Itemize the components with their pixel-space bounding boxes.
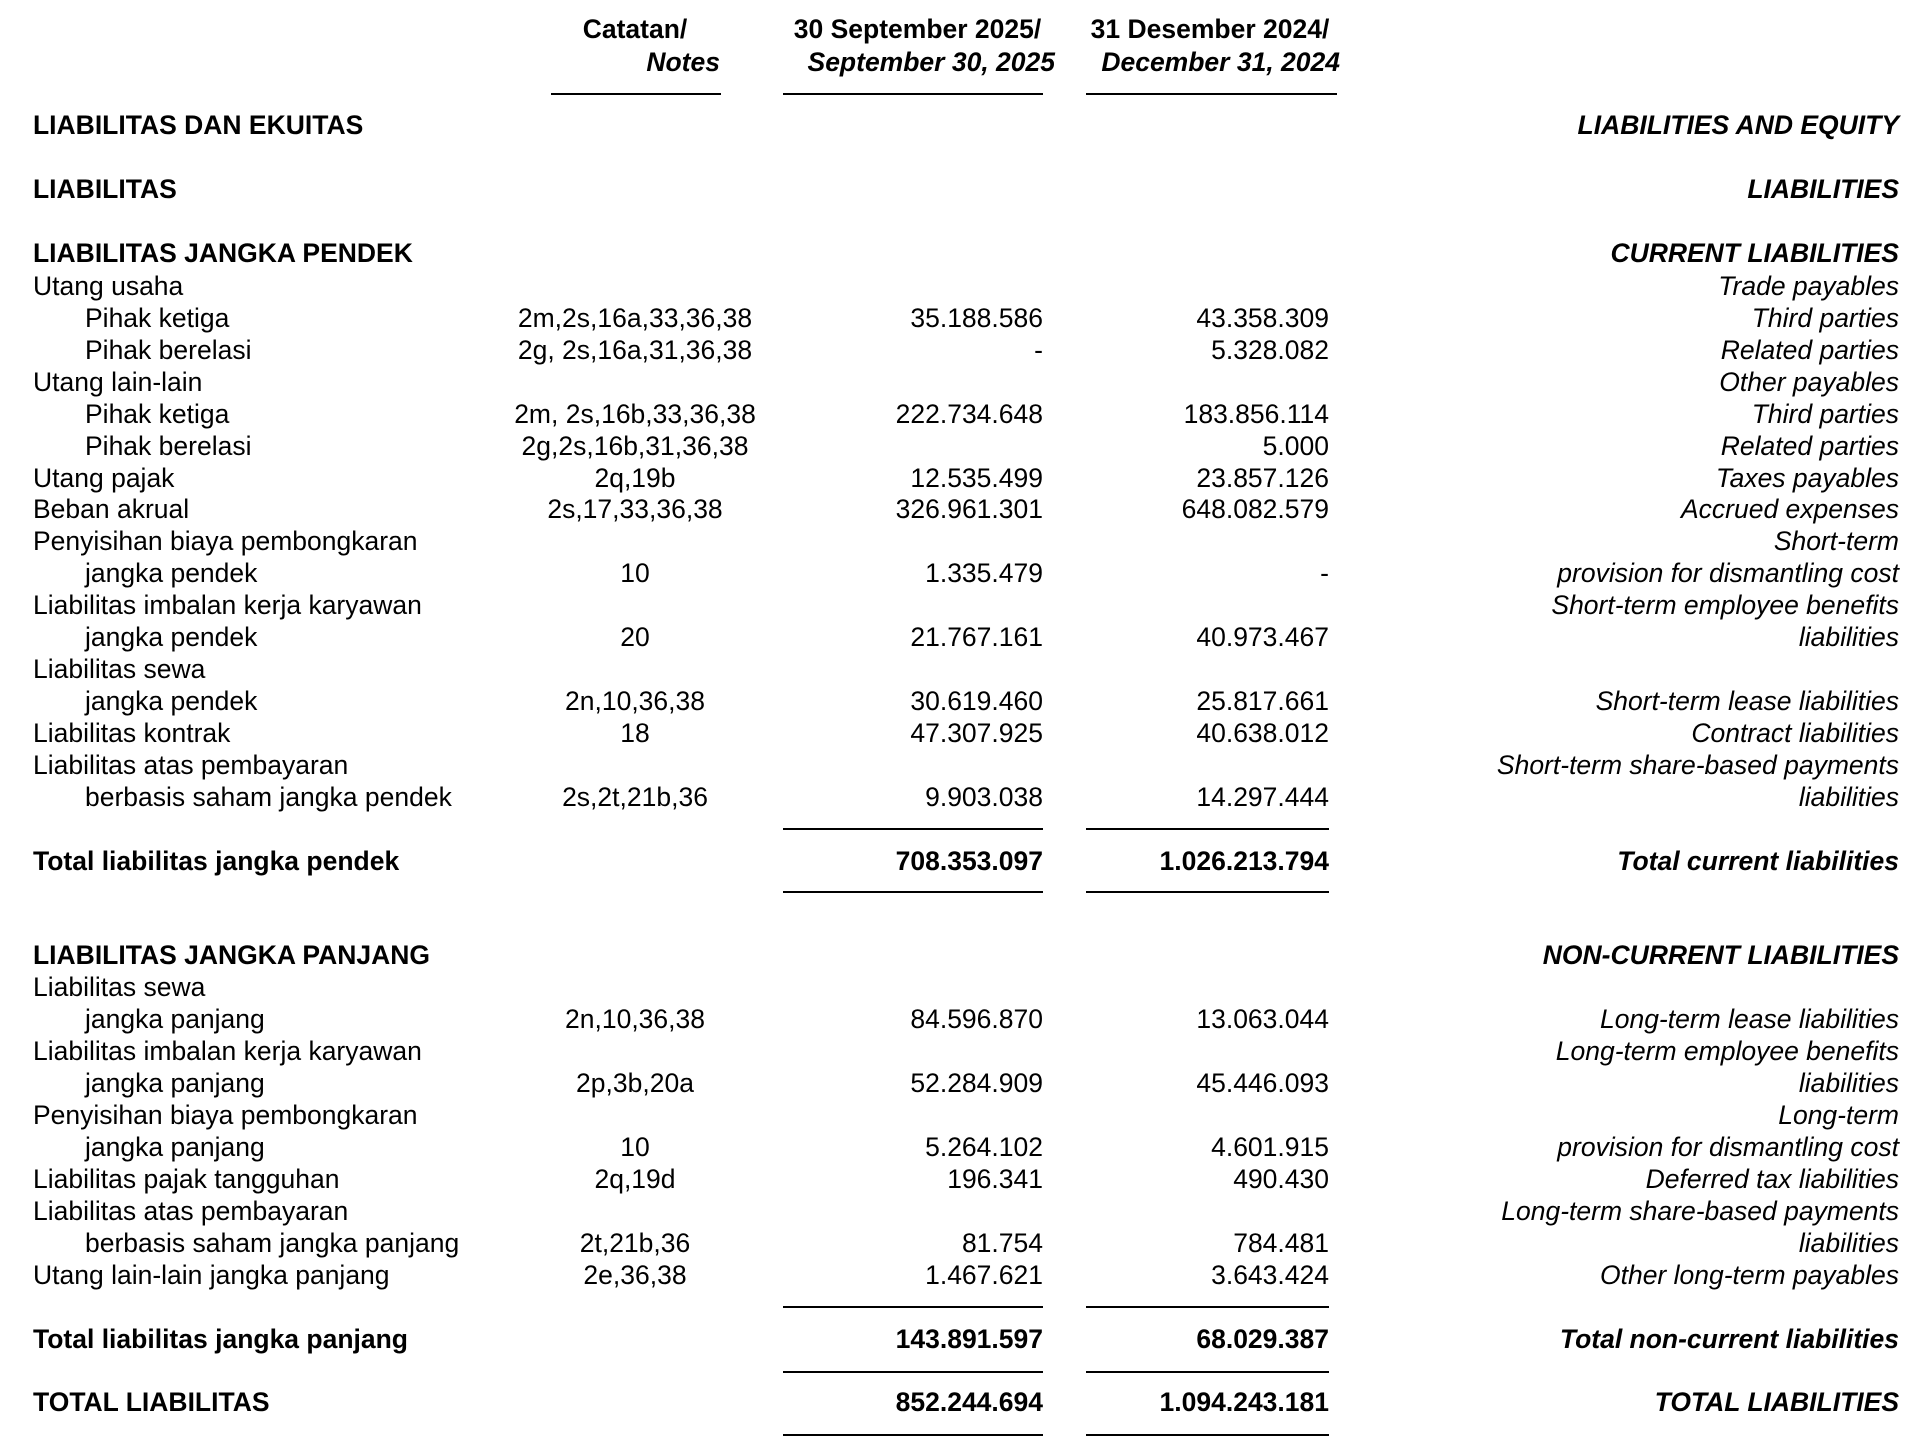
notes-ref: 2t,21b,36 <box>579 1228 691 1258</box>
notes-ref: 2p,3b,20a <box>576 1068 694 1098</box>
value-2025: 222.734.648 <box>895 399 1043 429</box>
label-id: LIABILITAS JANGKA PENDEK <box>33 238 413 268</box>
table-row <box>0 1131 1920 1163</box>
value-2025: 1.335.479 <box>925 558 1043 588</box>
notes-header-underline <box>551 93 721 95</box>
value-2024: 3.643.424 <box>1211 1260 1329 1290</box>
table-row <box>0 1259 1920 1291</box>
table-row <box>0 845 1920 877</box>
table-row <box>0 589 1920 621</box>
label-id: berbasis saham jangka panjang <box>85 1228 460 1258</box>
label-en: Related parties <box>1720 431 1899 461</box>
table-row <box>0 717 1920 749</box>
value-2024: 14.297.444 <box>1196 782 1329 812</box>
table-row <box>0 398 1920 430</box>
label-en: provision for dismantling cost <box>1557 1132 1899 1162</box>
label-en: Short-term lease liabilities <box>1595 686 1899 716</box>
period-2024-header-underline <box>1086 93 1337 95</box>
notes-header-id: Catatan/ <box>582 14 688 44</box>
table-row <box>0 1163 1920 1195</box>
label-id: jangka panjang <box>85 1132 265 1162</box>
value-2024: 490.430 <box>1233 1164 1329 1194</box>
table-row <box>0 525 1920 557</box>
label-id: jangka panjang <box>85 1004 265 1034</box>
value-2024: 648.082.579 <box>1181 494 1329 524</box>
label-en: CURRENT LIABILITIES <box>1610 238 1899 268</box>
label-en: Other long-term payables <box>1599 1260 1899 1290</box>
value-2024: - <box>1320 558 1329 588</box>
label-en: Third parties <box>1751 303 1899 333</box>
label-en: liabilities <box>1798 622 1899 652</box>
notes-ref: 2m,2s,16a,33,36,38 <box>517 303 753 333</box>
label-id: Penyisihan biaya pembongkaran <box>33 1100 418 1130</box>
table-row <box>0 621 1920 653</box>
label-en: Long-term employee benefits <box>1555 1036 1899 1066</box>
label-id: Liabilitas kontrak <box>33 718 231 748</box>
table-row <box>0 971 1920 1003</box>
label-id: Utang lain-lain jangka panjang <box>33 1260 390 1290</box>
label-id: jangka pendek <box>85 558 258 588</box>
label-id: Pihak berelasi <box>85 431 252 461</box>
notes-ref: 20 <box>620 622 650 652</box>
value-2024: 23.857.126 <box>1196 463 1329 493</box>
label-en: Total non-current liabilities <box>1559 1324 1899 1354</box>
value-2025: 81.754 <box>961 1228 1043 1258</box>
label-id: LIABILITAS JANGKA PANJANG <box>33 940 431 970</box>
label-en: Other payables <box>1719 367 1899 397</box>
value-2025: 852.244.694 <box>895 1387 1043 1417</box>
table-row <box>0 493 1920 525</box>
notes-ref: 2g, 2s,16a,31,36,38 <box>517 335 753 365</box>
value-2024: 43.358.309 <box>1196 303 1329 333</box>
notes-ref: 2q,19d <box>594 1164 676 1194</box>
period-2024-column-header <box>1080 13 1340 79</box>
label-en: Short-term <box>1773 526 1899 556</box>
label-en: liabilities <box>1798 1068 1899 1098</box>
label-id: Liabilitas atas pembayaran <box>33 750 349 780</box>
notes-ref: 2m, 2s,16b,33,36,38 <box>514 399 756 429</box>
current-total-rule-bottom-2025 <box>783 891 1043 893</box>
label-id: Liabilitas sewa <box>33 972 206 1002</box>
label-id: Pihak berelasi <box>85 335 252 365</box>
label-id: Pihak ketiga <box>85 399 230 429</box>
value-2025: 21.767.161 <box>910 622 1043 652</box>
label-id: Total liabilitas jangka panjang <box>33 1324 408 1354</box>
notes-ref: 2q,19b <box>594 463 676 493</box>
label-en: Taxes payables <box>1715 463 1899 493</box>
period-2025-column-header <box>780 13 1055 79</box>
table-row <box>0 749 1920 781</box>
table-row <box>0 557 1920 589</box>
label-en: Short-term share-based payments <box>1496 750 1899 780</box>
value-2025: 84.596.870 <box>910 1004 1043 1034</box>
table-row <box>0 366 1920 398</box>
noncurrent-total-rule-top-2024 <box>1086 1306 1329 1308</box>
label-en: liabilities <box>1798 1228 1899 1258</box>
label-id: berbasis saham jangka pendek <box>85 782 452 812</box>
grand-total-rule-top-2025 <box>783 1371 1043 1373</box>
current-total-rule-top-2025 <box>783 828 1043 830</box>
label-en: liabilities <box>1798 782 1899 812</box>
label-id: Beban akrual <box>33 494 190 524</box>
value-2024: 183.856.114 <box>1183 399 1329 429</box>
label-id: Pihak ketiga <box>85 303 230 333</box>
value-2024: 1.094.243.181 <box>1159 1387 1329 1417</box>
table-row <box>0 1227 1920 1259</box>
table-row <box>0 1323 1920 1355</box>
label-en: Accrued expenses <box>1680 494 1899 524</box>
table-row <box>0 1386 1920 1418</box>
table-row <box>0 173 1920 205</box>
grand-total-rule-bottom-2024 <box>1086 1434 1329 1436</box>
label-id: Utang pajak <box>33 463 175 493</box>
table-row <box>0 334 1920 366</box>
label-en: Trade payables <box>1718 271 1899 301</box>
value-2024: 1.026.213.794 <box>1159 846 1329 876</box>
notes-ref: 2s,17,33,36,38 <box>547 494 723 524</box>
notes-ref: 2g,2s,16b,31,36,38 <box>521 431 749 461</box>
period-2024-header-en: December 31, 2024 <box>1101 47 1340 77</box>
period-2025-header-underline <box>783 93 1043 95</box>
value-2024: 25.817.661 <box>1196 686 1329 716</box>
value-2025: 326.961.301 <box>895 494 1043 524</box>
table-row <box>0 653 1920 685</box>
table-row <box>0 430 1920 462</box>
label-en: NON-CURRENT LIABILITIES <box>1542 940 1899 970</box>
value-2024: 4.601.915 <box>1211 1132 1329 1162</box>
value-2025: 1.467.621 <box>925 1260 1043 1290</box>
label-id: Liabilitas pajak tangguhan <box>33 1164 340 1194</box>
value-2025: - <box>1034 335 1043 365</box>
table-row <box>0 237 1920 269</box>
value-2025: 708.353.097 <box>895 846 1043 876</box>
value-2025: 12.535.499 <box>910 463 1043 493</box>
label-en: LIABILITIES AND EQUITY <box>1577 110 1899 140</box>
label-id: TOTAL LIABILITAS <box>33 1387 270 1417</box>
value-2025: 35.188.586 <box>910 303 1043 333</box>
value-2025: 143.891.597 <box>895 1324 1043 1354</box>
table-row <box>0 270 1920 302</box>
label-en: Contract liabilities <box>1691 718 1899 748</box>
label-en: Long-term <box>1778 1100 1899 1130</box>
label-id: jangka pendek <box>85 686 258 716</box>
value-2025: 9.903.038 <box>925 782 1043 812</box>
value-2025: 47.307.925 <box>910 718 1043 748</box>
table-row <box>0 1067 1920 1099</box>
grand-total-rule-bottom-2025 <box>783 1434 1043 1436</box>
label-id: Liabilitas atas pembayaran <box>33 1196 349 1226</box>
table-row <box>0 302 1920 334</box>
notes-ref: 2e,36,38 <box>583 1260 687 1290</box>
notes-ref: 10 <box>620 558 650 588</box>
grand-total-rule-top-2024 <box>1086 1371 1329 1373</box>
notes-ref: 2n,10,36,38 <box>565 686 705 716</box>
current-total-rule-bottom-2024 <box>1086 891 1329 893</box>
value-2025: 52.284.909 <box>910 1068 1043 1098</box>
noncurrent-total-rule-top-2025 <box>783 1306 1043 1308</box>
label-id: Liabilitas imbalan kerja karyawan <box>33 590 422 620</box>
label-en: Short-term employee benefits <box>1551 590 1899 620</box>
value-2024: 45.446.093 <box>1196 1068 1329 1098</box>
value-2024: 40.638.012 <box>1196 718 1329 748</box>
table-row <box>0 781 1920 813</box>
label-id: LIABILITAS DAN EKUITAS <box>33 110 364 140</box>
value-2025: 5.264.102 <box>925 1132 1043 1162</box>
label-en: LIABILITIES <box>1747 174 1899 204</box>
label-id: Total liabilitas jangka pendek <box>33 846 400 876</box>
label-id: jangka panjang <box>85 1068 265 1098</box>
current-total-rule-top-2024 <box>1086 828 1329 830</box>
table-row <box>0 939 1920 971</box>
period-2025-header-en: September 30, 2025 <box>807 47 1055 77</box>
label-id: LIABILITAS <box>33 174 177 204</box>
label-id: Penyisihan biaya pembongkaran <box>33 526 418 556</box>
label-en: Long-term lease liabilities <box>1599 1004 1899 1034</box>
label-en: Related parties <box>1720 335 1899 365</box>
table-row <box>0 1195 1920 1227</box>
value-2024: 784.481 <box>1233 1228 1329 1258</box>
table-row <box>0 1099 1920 1131</box>
label-en: Total current liabilities <box>1617 846 1899 876</box>
table-row <box>0 1003 1920 1035</box>
value-2024: 68.029.387 <box>1196 1324 1329 1354</box>
value-2024: 5.328.082 <box>1211 335 1329 365</box>
notes-ref: 2n,10,36,38 <box>565 1004 705 1034</box>
label-en: Third parties <box>1751 399 1899 429</box>
notes-ref: 2s,2t,21b,36 <box>562 782 708 812</box>
notes-column-header <box>550 13 720 79</box>
table-row <box>0 462 1920 494</box>
label-en: TOTAL LIABILITIES <box>1654 1387 1899 1417</box>
label-en: Deferred tax liabilities <box>1645 1164 1899 1194</box>
label-id: Liabilitas imbalan kerja karyawan <box>33 1036 422 1066</box>
period-2024-header-id: 31 Desember 2024/ <box>1090 14 1330 44</box>
notes-header-en: Notes <box>646 47 720 77</box>
table-row <box>0 685 1920 717</box>
label-en: Long-term share-based payments <box>1501 1196 1899 1226</box>
value-2025: 196.341 <box>947 1164 1043 1194</box>
period-2025-header-id: 30 September 2025/ <box>793 14 1042 44</box>
notes-ref: 18 <box>620 718 650 748</box>
value-2025: 30.619.460 <box>910 686 1043 716</box>
value-2024: 13.063.044 <box>1196 1004 1329 1034</box>
label-id: Utang usaha <box>33 271 184 301</box>
label-id: Liabilitas sewa <box>33 654 206 684</box>
value-2024: 40.973.467 <box>1196 622 1329 652</box>
label-en: provision for dismantling cost <box>1557 558 1899 588</box>
label-id: jangka pendek <box>85 622 258 652</box>
label-id: Utang lain-lain <box>33 367 203 397</box>
value-2024: 5.000 <box>1262 431 1329 461</box>
table-row <box>0 109 1920 141</box>
table-row <box>0 1035 1920 1067</box>
notes-ref: 10 <box>620 1132 650 1162</box>
